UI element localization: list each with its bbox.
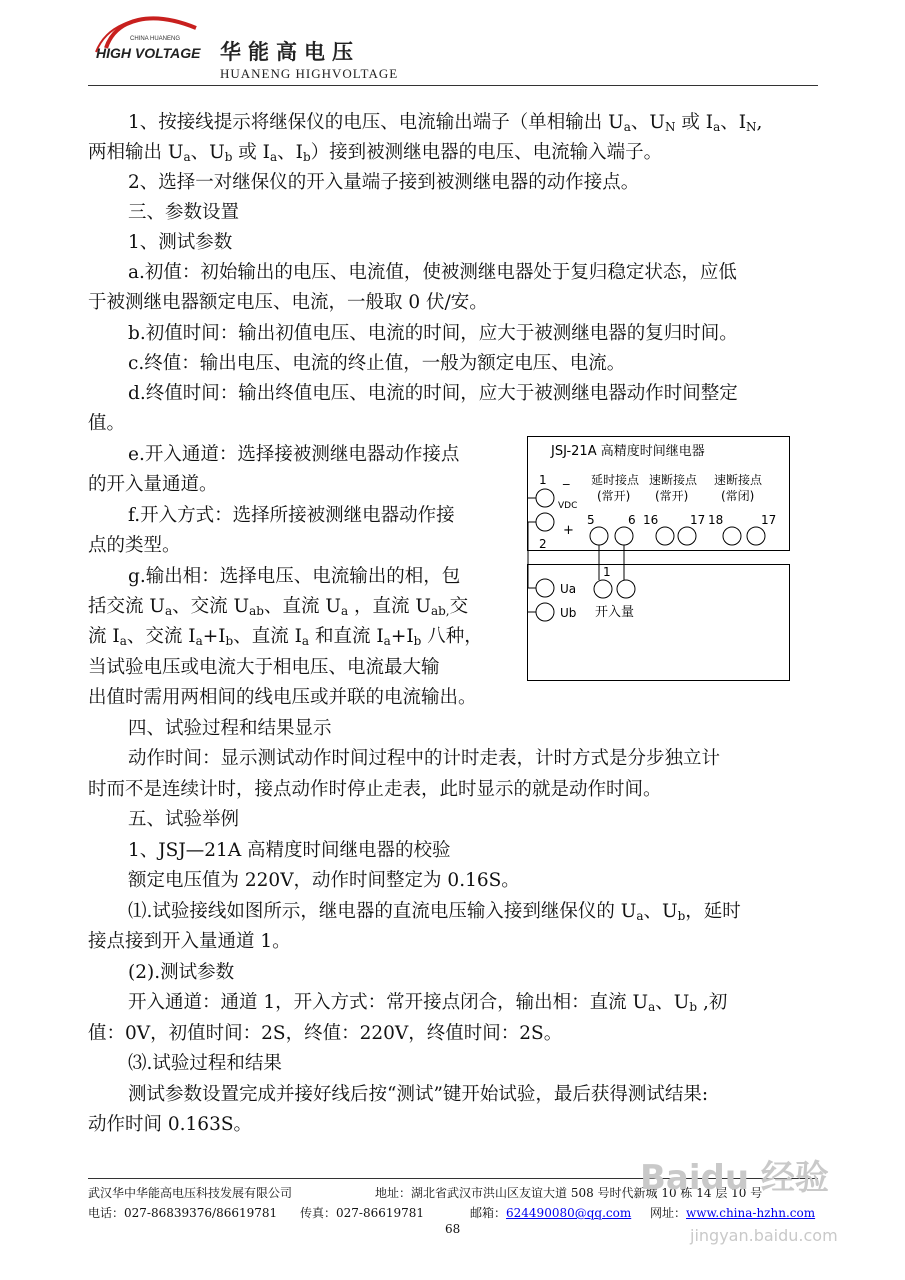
paragraph-line: (2).测试参数 bbox=[128, 962, 235, 983]
subscript: a bbox=[164, 604, 173, 618]
wire bbox=[528, 522, 536, 588]
contact-sub: (常闭) bbox=[721, 489, 755, 503]
website-link[interactable]: www.china-hzhn.com bbox=[686, 1206, 816, 1220]
contact-label: 速断接点 bbox=[714, 473, 763, 487]
subscript: a bbox=[636, 909, 644, 923]
paragraph-line: 动作时间 0.163S。 bbox=[88, 1114, 253, 1135]
footer-fax: 传真：027-86619781 bbox=[300, 1206, 425, 1220]
paragraph-line: 两相输出 $U_a$、$U_b$ 或 $I_a$、$I_b$）接到被测继电器的电压、电流输入端子。 bbox=[88, 142, 663, 164]
subscript: a bbox=[301, 634, 310, 648]
paragraph-line: a.初值：初始输出的电压、电流值，使被测继电器处于复归稳定状态，应低 bbox=[128, 262, 737, 283]
subscript: a bbox=[648, 1000, 656, 1014]
paragraph-line: 的开入量通道。 bbox=[88, 474, 218, 495]
paragraph-line: 1、按接线提示将继保仪的电压、电流输出端子（单相输出 $U_a$、$U_N$ 或 $I_a$、$I_N$, bbox=[128, 112, 763, 134]
binary-input-number: 1 bbox=[603, 565, 611, 579]
terminal-label: 1 bbox=[539, 473, 547, 487]
paragraph-line: g.输出相：选择电压、电流输出的相，包 bbox=[128, 566, 461, 587]
paragraph-line: 于被测继电器额定电压、电流，一般取 0 伏/安。 bbox=[88, 292, 488, 313]
footer-email-label: 邮箱： bbox=[470, 1206, 507, 1220]
paragraph-line: 出值时需用两相间的线电压或并联的电流输出。 bbox=[88, 687, 477, 708]
terminal-circle bbox=[536, 489, 554, 507]
subscript: ab bbox=[249, 604, 264, 618]
subscript: a bbox=[183, 150, 191, 164]
paragraph-line: 测试参数设置完成并接好线后按“测试”键开始试验，最后获得测试结果: bbox=[128, 1084, 709, 1105]
subscript: a bbox=[270, 150, 278, 164]
terminal-circle bbox=[747, 527, 765, 545]
terminal-circle bbox=[723, 527, 741, 545]
terminal-label: + bbox=[563, 523, 574, 538]
relay-title: JSJ-21A 高精度时间继电器 bbox=[551, 444, 705, 459]
subscript: b bbox=[413, 634, 422, 648]
watermark-logo: Baidu 经验 bbox=[640, 1158, 829, 1198]
watermark-url: jingyan.baidu.com bbox=[690, 1226, 838, 1245]
subsection-heading: 1、测试参数 bbox=[128, 232, 233, 253]
output-circle bbox=[536, 603, 554, 621]
page-number: 68 bbox=[445, 1222, 461, 1236]
subscript: b bbox=[302, 150, 311, 164]
terminal-label: 18 bbox=[708, 513, 724, 527]
paragraph-line: 时而不是连续计时，接点动作时停止走表，此时显示的就是动作时间。 bbox=[88, 779, 662, 800]
paragraph-line: 当试验电压或电流大于相电压、电流最大输 bbox=[88, 657, 440, 678]
subscript: a bbox=[195, 634, 203, 648]
footer-email bbox=[470, 1206, 631, 1220]
paragraph-line: b.初值时间：输出初值电压、电流的时间，应大于被测继电器的复归时间。 bbox=[128, 323, 738, 344]
footer-phone: 电话：027-86839376/86619781 bbox=[88, 1206, 278, 1220]
terminal-circle bbox=[656, 527, 674, 545]
paragraph-line: 额定电压值为 220V，动作时间整定为 0.16S。 bbox=[128, 870, 520, 891]
section-heading: 三、参数设置 bbox=[128, 202, 240, 223]
subscript: N bbox=[665, 120, 676, 134]
subscript: ab, bbox=[430, 604, 450, 618]
brand-name-en: HUANENG HIGHVOLTAGE bbox=[220, 66, 399, 81]
paragraph-line: 点的类型。 bbox=[88, 535, 181, 556]
binary-input-label: 开入量 bbox=[595, 605, 635, 620]
contact-sub: (常开) bbox=[655, 489, 689, 503]
footer-website bbox=[650, 1206, 815, 1220]
subscript: a bbox=[713, 120, 721, 134]
paragraph-line: 开入通道：通道 1，开入方式：常开接点闭合，输出相：直流 $U_a$、$U_b$ ,初 bbox=[128, 992, 728, 1014]
paragraph-line: c.终值：输出电压、电流的终止值，一般为额定电压、电流。 bbox=[128, 353, 626, 374]
subsection-heading: 1、JSJ—21A 高精度时间继电器的校验 bbox=[128, 840, 451, 861]
output-label: Ub bbox=[560, 606, 577, 620]
footer-web-label: 网址： bbox=[650, 1206, 687, 1220]
paragraph-line: f.开入方式：选择所接被测继电器动作接 bbox=[128, 505, 455, 526]
footer-address: 地址：湖北省武汉市洪山区友谊大道 508 号时代新城 10 栋 14 层 10 号 bbox=[375, 1186, 763, 1200]
terminal-label: 17 bbox=[690, 513, 706, 527]
subscript: b bbox=[225, 634, 234, 648]
logo-text-big: HIGH VOLTAGE bbox=[96, 45, 201, 61]
binary-input-circle bbox=[617, 580, 635, 598]
contact-sub: (常开) bbox=[597, 489, 631, 503]
section-heading: 四、试验过程和结果显示 bbox=[128, 718, 332, 739]
terminal-label: 5 bbox=[587, 513, 595, 527]
terminal-label: 17 bbox=[761, 513, 777, 527]
terminal-label: _ bbox=[563, 471, 570, 486]
terminal-circle bbox=[590, 527, 608, 545]
paragraph-line: 动作时间：显示测试动作时间过程中的计时走表，计时方式是分步独立计 bbox=[128, 748, 721, 769]
header-divider bbox=[88, 85, 818, 86]
subscript: a bbox=[623, 120, 631, 134]
contact-label: 延时接点 bbox=[591, 473, 640, 487]
paragraph-line: 接点接到开入量通道 1。 bbox=[88, 931, 291, 952]
subscript: b bbox=[689, 1000, 698, 1014]
subscript: b bbox=[677, 909, 686, 923]
terminal-label: VDC bbox=[558, 501, 578, 511]
terminal-label: 2 bbox=[539, 537, 547, 551]
terminal-label: 16 bbox=[643, 513, 659, 527]
output-circle bbox=[536, 579, 554, 597]
brand-name-cn: 华能高电压 bbox=[220, 40, 360, 64]
subscript: b bbox=[224, 150, 233, 164]
paragraph-line: 括交流 $U_a$、交流 $U_{ab}$、直流 $U_a$ ，直流 $U_{ab,}$交 bbox=[88, 596, 469, 618]
subscript: N bbox=[746, 120, 757, 134]
subscript: a bbox=[383, 634, 391, 648]
paragraph-line: e.开入通道：选择接被测继电器动作接点 bbox=[128, 444, 460, 465]
paragraph-line: 流 $I_a$、交流 $I_a+I_b$、直流 $I_a$ 和直流 $I_a+I_b$ 八种， bbox=[88, 626, 483, 648]
email-link[interactable]: 624490080@qq.com bbox=[506, 1206, 632, 1220]
terminal-label: 6 bbox=[628, 513, 636, 527]
paragraph-line: ⑴.试验接线如图所示，继电器的直流电压输入接到继保仪的 $U_a$、$U_b$，延时 bbox=[128, 901, 741, 923]
paragraph-line: 值。 bbox=[88, 413, 126, 434]
contact-label: 速断接点 bbox=[649, 473, 698, 487]
subscript: a bbox=[340, 604, 349, 618]
company-logo bbox=[92, 12, 212, 68]
terminal-circle bbox=[615, 527, 633, 545]
paragraph-line: 值：0V，初值时间：2S，终值：220V，终值时间：2S。 bbox=[88, 1023, 563, 1044]
subscript: a bbox=[119, 634, 127, 648]
output-label: Ua bbox=[560, 582, 577, 596]
footer-company: 武汉华中华能高电压科技发展有限公司 bbox=[88, 1186, 293, 1200]
paragraph-line: d.终值时间：输出终值电压、电流的时间，应大于被测继电器动作时间整定 bbox=[128, 383, 738, 404]
paragraph-line: ⑶.试验过程和结果 bbox=[128, 1053, 282, 1074]
section-heading: 五、试验举例 bbox=[128, 809, 240, 830]
logo-text-small: CHINA HUANENG bbox=[130, 36, 181, 42]
terminal-circle bbox=[678, 527, 696, 545]
binary-input-circle bbox=[594, 580, 612, 598]
terminal-circle bbox=[536, 513, 554, 531]
paragraph-line: 2、选择一对继保仪的开入量端子接到被测继电器的动作接点。 bbox=[128, 172, 640, 193]
wiring-diagram bbox=[527, 436, 819, 682]
